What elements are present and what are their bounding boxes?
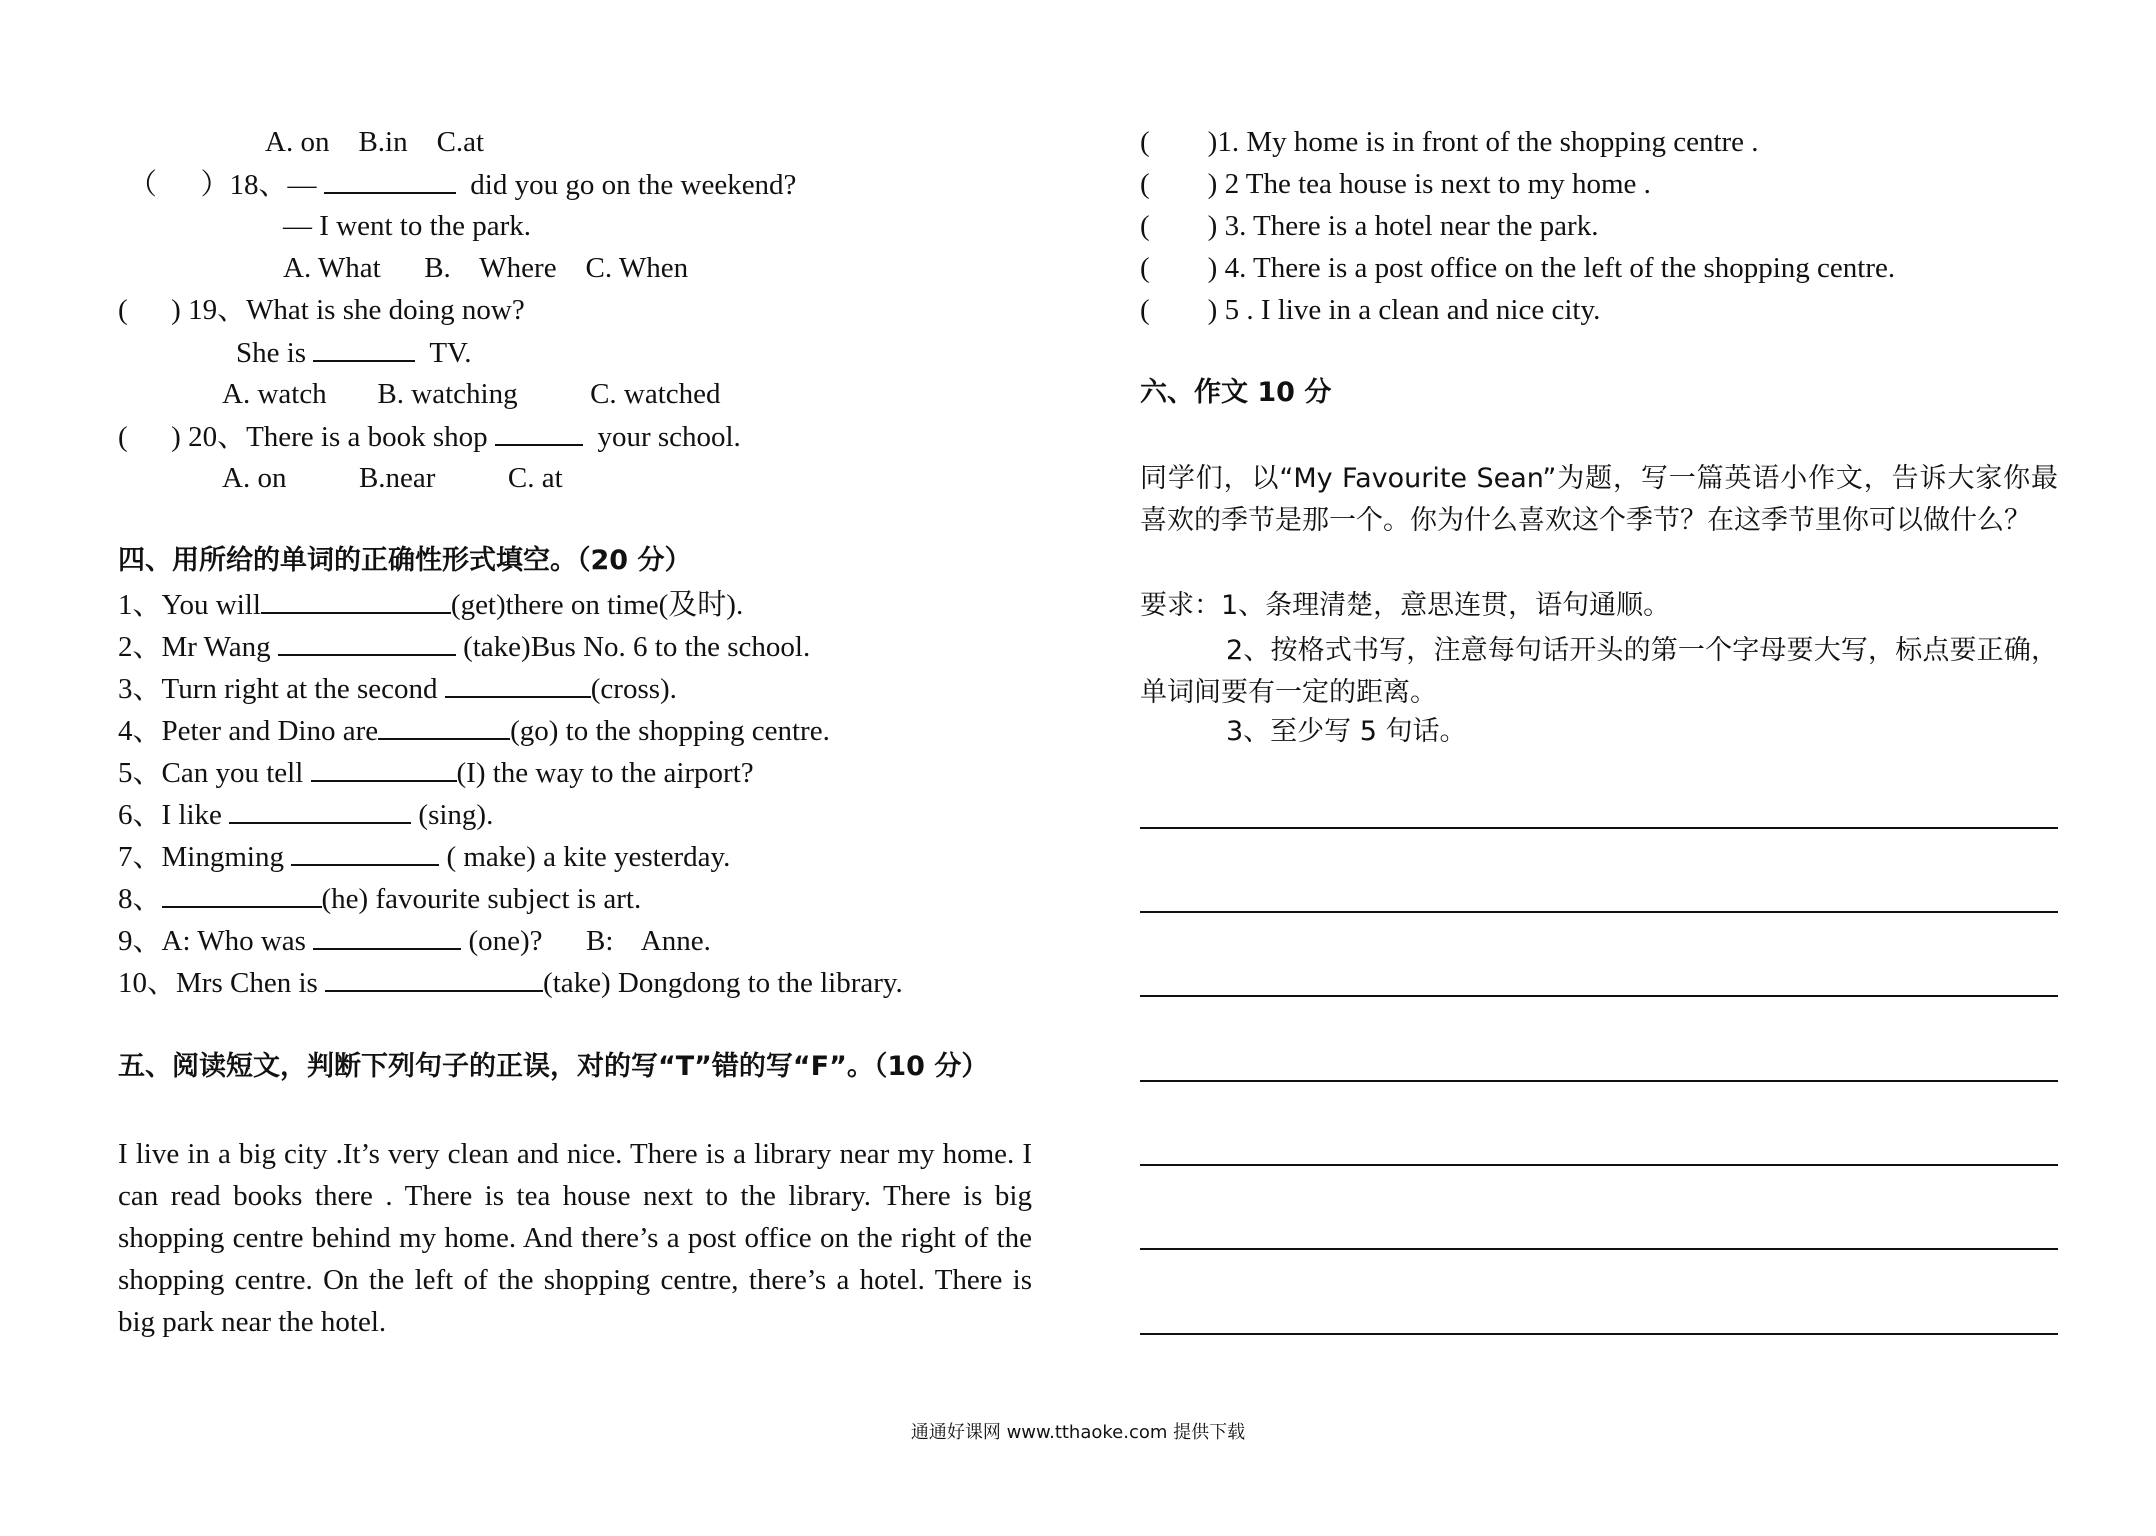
s4-blank-6[interactable] [229, 796, 411, 824]
q17-options: A. on B.in C.at [265, 126, 485, 158]
section6-title: 六、作文 10 分 [1140, 377, 1332, 408]
s4-blank-4[interactable] [378, 712, 510, 740]
s4-blank-10[interactable] [325, 964, 543, 992]
s4-item-2: 2、Mr Wang (take)Bus No. 6 to the school. [118, 628, 810, 665]
q19-options: A. watch B. watching C. watched [222, 378, 721, 410]
q18-blank[interactable] [324, 166, 456, 194]
q20-prefix: ( ) 20、There is a book shop [118, 421, 488, 453]
s4-item-5: 5、Can you tell (I) the way to the airport? [118, 754, 754, 791]
s4-blank-1[interactable] [261, 586, 451, 614]
writing-line[interactable] [1140, 995, 2058, 997]
writing-line[interactable] [1140, 1164, 2058, 1166]
s4-item-7: 7、Mingming ( make) a kite yesterday. [118, 838, 730, 875]
q18-prefix: （ ）18、— [128, 169, 317, 201]
s4-blank-2[interactable] [278, 628, 456, 656]
s4-blank-3[interactable] [445, 670, 591, 698]
s4-item-8: 8、 (he) favourite subject is art. [118, 880, 641, 917]
q19-line2-a: She is [236, 337, 307, 369]
section4-title: 四、用所给的单词的正确性形式填空。（20 分） [118, 545, 692, 576]
q20-options: A. on B.near C. at [222, 462, 563, 494]
writing-line[interactable] [1140, 1080, 2058, 1082]
writing-line[interactable] [1140, 827, 2058, 829]
q19-line2 [236, 334, 472, 371]
statement-3: ( ) 3. There is a hotel near the park. [1140, 210, 1599, 242]
statement-1: ( )1. My home is in front of the shopping centre . [1140, 126, 1759, 158]
s4-blank-8[interactable] [162, 880, 322, 908]
statement-4: ( ) 4. There is a post office on the left of the shopping centre. [1140, 252, 1896, 284]
s4-item-4: 4、Peter and Dino are (go) to the shopping centre. [118, 712, 830, 749]
s4-item-3: 3、Turn right at the second (cross). [118, 670, 677, 707]
s4-item-10: 10、Mrs Chen is (take) Dongdong to the library. [118, 964, 903, 1001]
s4-item-6: 6、I like (sing). [118, 796, 493, 833]
essay-requirement-1: 要求：1、条理清楚，意思连贯，语句通顺。 [1140, 590, 1671, 621]
q20-line [118, 418, 741, 455]
section5-title: 五、阅读短文，判断下列句子的正误，对的写“T”错的写“F”。（10 分） [118, 1051, 989, 1082]
s4-blank-7[interactable] [291, 838, 439, 866]
page-footer: 通通好课网 www.tthaoke.com 提供下载 [910, 1422, 1246, 1443]
q19-line2-b: TV. [429, 337, 472, 369]
writing-line[interactable] [1140, 1333, 2058, 1335]
q18-suffix: did you go on the weekend? [470, 169, 797, 201]
s4-blank-9[interactable] [313, 922, 461, 950]
writing-line[interactable] [1140, 911, 2058, 913]
q18-options: A. What B. Where C. When [283, 252, 689, 284]
reading-passage: I live in a big city .It’s very clean and nice. There is a library near my home. I can read books there . There is tea house next to the library. There is big shopping centre behind my home. And there’s a post office on the right of the shopping centre. On the left of the shopping centre, there’s a hotel. There is big park near the hotel. [118, 1138, 1032, 1338]
q18-line [128, 166, 796, 203]
q20-blank[interactable] [495, 418, 583, 446]
essay-requirement-3: 3、至少写 5 句话。 [1226, 716, 1467, 747]
s4-item-1: 1、You will (get)there on time(及时). [118, 586, 743, 623]
writing-line[interactable] [1140, 1248, 2058, 1250]
statement-5: ( ) 5 . I live in a clean and nice city. [1140, 294, 1601, 326]
q19-blank[interactable] [313, 334, 415, 362]
s4-item-9: 9、A: Who was (one)? B: Anne. [118, 922, 711, 959]
q18-answer: — I went to the park. [283, 210, 532, 242]
q20-suffix: your school. [597, 421, 741, 453]
statement-2: ( ) 2 The tea house is next to my home . [1140, 168, 1651, 200]
essay-requirement-2: 2、按格式书写，注意每句话开头的第一个字母要大写，标点要正确，单词间要有一定的距离。 [1140, 635, 2058, 708]
essay-prompt: 同学们，以“My Favourite Sean”为题，写一篇英语小作文，告诉大家你最喜欢的季节是那一个。你为什么喜欢这个季节？在这季节里你可以做什么？ [1140, 463, 2058, 536]
q19-question: ( ) 19、What is she doing now? [118, 294, 525, 326]
s4-blank-5[interactable] [311, 754, 457, 782]
